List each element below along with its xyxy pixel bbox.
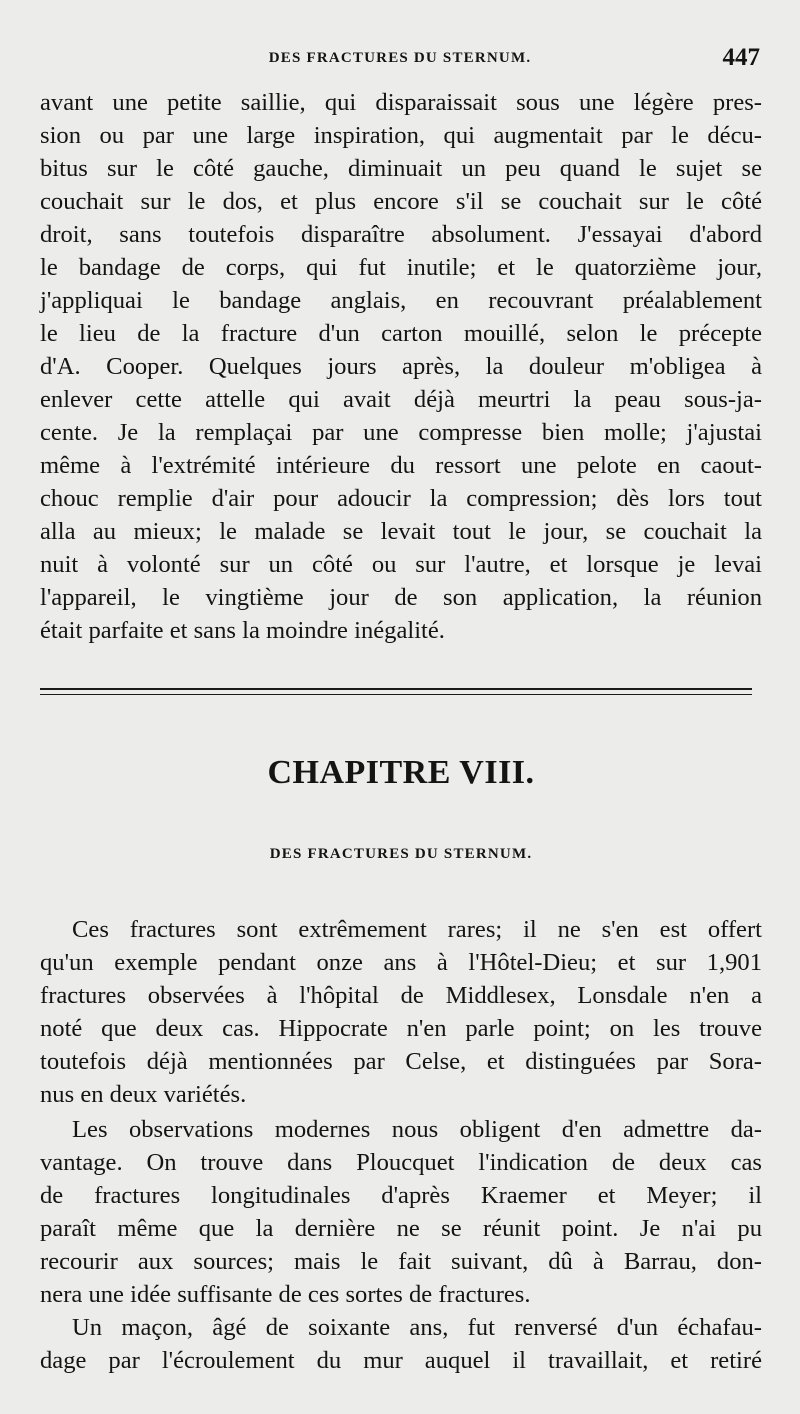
text-line: vantage. On trouve dans Ploucquet l'indication de deux cas [40,1149,762,1176]
paragraph-1 [40,913,762,1111]
text-line: droit, sans toutefois disparaître absolument. J'essayai d'abord [40,221,762,248]
separator-rule-thin [40,694,752,695]
paragraph-3 [40,1311,762,1377]
text-line: avant une petite saillie, qui disparaissait sous une légère pres- [40,89,762,116]
text-line: Un maçon, âgé de soixante ans, fut renversé d'un échafau- [72,1314,762,1341]
text-line: d'A. Cooper. Quelques jours après, la douleur m'obligea à [40,353,762,380]
text-line: cente. Je la remplaçai par une compresse bien molle; j'ajustai [40,419,762,446]
text-line: de fractures longitudinales d'après Kraemer et Meyer; il [40,1182,762,1209]
text-line: toutefois déjà mentionnées par Celse, et distinguées par Sora- [40,1048,762,1075]
page-number: 447 [722,44,760,71]
text-line: chouc remplie d'air pour adoucir la compression; dès lors tout [40,485,762,512]
text-line: paraît même que la dernière ne se réunit point. Je n'ai pu [40,1215,762,1242]
paragraph-2 [40,1113,762,1311]
text-line: le bandage de corps, qui fut inutile; et le quatorzième jour, [40,254,762,281]
running-head [40,44,760,74]
text-line: bitus sur le côté gauche, diminuait un peu quand le sujet se [40,155,762,182]
text-line: même à l'extrémité intérieure du ressort une pelote en caout- [40,452,762,479]
text-line: recourir aux sources; mais le fait suivant, dû à Barrau, don- [40,1248,762,1275]
continued-paragraph [40,86,762,647]
text-line: Ces fractures sont extrêmement rares; il ne s'en est offert [72,916,762,943]
text-line: Les observations modernes nous obligent d'en admettre da- [72,1116,762,1143]
chapter-separator [40,688,752,695]
text-line: enlever cette attelle qui avait déjà meurtri la peau sous-ja- [40,386,762,413]
chapter-title: CHAPITRE VIII. [267,754,535,791]
text-line: l'appareil, le vingtième jour de son application, la réunion [40,584,762,611]
text-line: dage par l'écroulement du mur auquel il travaillait, et retiré [40,1347,762,1374]
text-line: alla au mieux; le malade se levait tout le jour, se couchait la [40,518,762,545]
running-title: DES FRACTURES DU STERNUM. [268,50,532,66]
text-line: noté que deux cas. Hippocrate n'en parle point; on les trouve [40,1015,762,1042]
text-line: fractures observées à l'hôpital de Middlesex, Lonsdale n'en a [40,982,762,1009]
text-line: était parfaite et sans la moindre inégalité. [40,617,445,644]
text-line: sion ou par une large inspiration, qui augmentait par le décu- [40,122,762,149]
text-line: nera une idée suffisante de ces sortes de fractures. [40,1281,531,1308]
section-title: DES FRACTURES DU STERNUM. [269,846,533,862]
separator-rule-thick [40,688,752,690]
text-line: nuit à volonté sur un côté ou sur l'autre, et lorsque je levai [40,551,762,578]
text-line: le lieu de la fracture d'un carton mouillé, selon le précepte [40,320,762,347]
text-line: j'appliquai le bandage anglais, en recouvrant préalablement [40,287,762,314]
text-line: couchait sur le dos, et plus encore s'il se couchait sur le côté [40,188,762,215]
text-line: nus en deux variétés. [40,1081,247,1108]
text-line: qu'un exemple pendant onze ans à l'Hôtel-Dieu; et sur 1,901 [40,949,762,976]
